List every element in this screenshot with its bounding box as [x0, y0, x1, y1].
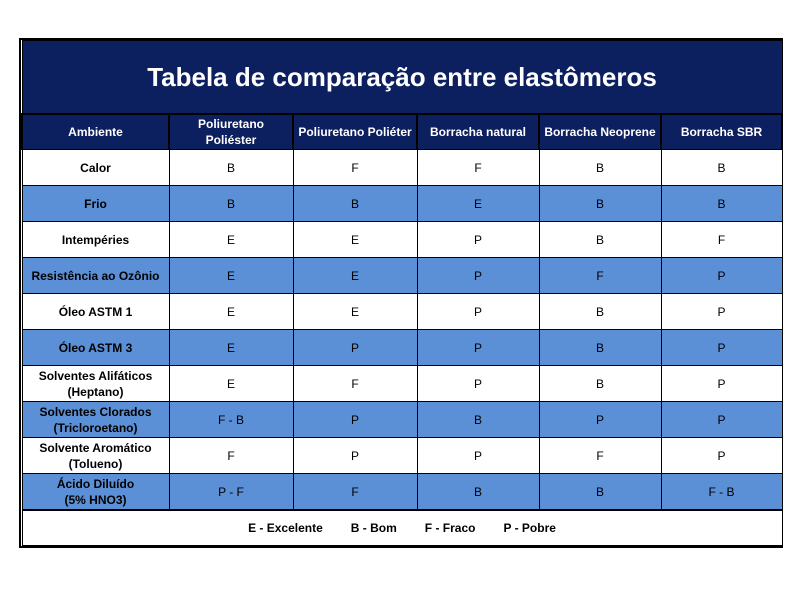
- rating-cell: P - F: [169, 474, 293, 511]
- rating-cell: P: [293, 330, 417, 366]
- environment-label: Ácido Diluído: [56, 476, 135, 491]
- column-header: [22, 114, 169, 150]
- rating-cell: B: [293, 186, 417, 222]
- rating-cell: F: [293, 474, 417, 511]
- environment-label: Frio: [84, 196, 107, 211]
- rating-cell: B: [169, 150, 293, 186]
- environment-sublabel: (Tolueno): [68, 456, 123, 471]
- rating-cell: P: [661, 438, 782, 474]
- legend-item: B - Bom: [350, 521, 397, 535]
- legend-item: P - Pobre: [503, 521, 556, 535]
- rating-cell: P: [661, 294, 782, 330]
- rating-cell: B: [169, 186, 293, 222]
- environment-label: Intempéries: [61, 232, 130, 247]
- environment-cell: [22, 258, 169, 294]
- rating-cell: P: [293, 438, 417, 474]
- table-row: [22, 294, 782, 330]
- column-header-label-line2: Poliéster: [205, 133, 257, 147]
- rating-cell: B: [539, 222, 661, 258]
- legend: [22, 510, 782, 546]
- environment-cell: [22, 294, 169, 330]
- rating-cell: B: [539, 294, 661, 330]
- column-header-label: Poliuretano: [197, 117, 264, 131]
- environment-sublabel: (5% HNO3): [64, 492, 127, 507]
- rating-cell: P: [417, 438, 539, 474]
- column-header: [293, 114, 417, 150]
- environment-cell: [22, 222, 169, 258]
- rating-cell: B: [661, 150, 782, 186]
- rating-cell: E: [169, 294, 293, 330]
- legend-item: F - Fraco: [424, 521, 476, 535]
- rating-cell: F - B: [169, 402, 293, 438]
- table-row: [22, 366, 782, 402]
- column-header-label: Ambiente: [68, 125, 123, 139]
- environment-sublabel: (Tricloroetano): [53, 420, 138, 435]
- elastomer-comparison-table: [21, 40, 783, 546]
- rating-cell: P: [417, 366, 539, 402]
- column-header: [417, 114, 539, 150]
- rating-cell: P: [417, 330, 539, 366]
- table-row: [22, 150, 782, 186]
- rating-cell: E: [293, 222, 417, 258]
- rating-cell: B: [539, 186, 661, 222]
- environment-cell: [22, 330, 169, 366]
- column-header-label: Poliuretano Poliéter: [298, 125, 412, 139]
- column-header: [169, 114, 293, 150]
- environment-cell: [22, 438, 169, 474]
- environment-cell: [22, 402, 169, 438]
- environment-cell: [22, 186, 169, 222]
- column-header-label: Borracha Neoprene: [544, 125, 656, 139]
- environment-label: Solventes Alifáticos: [38, 368, 153, 383]
- rating-cell: E: [169, 366, 293, 402]
- column-header: [539, 114, 661, 150]
- column-header-label: Borracha SBR: [680, 125, 763, 139]
- rating-cell: E: [169, 330, 293, 366]
- rating-cell: P: [661, 330, 782, 366]
- comparison-table-container: [19, 38, 783, 548]
- table-row: [22, 222, 782, 258]
- rating-cell: B: [539, 474, 661, 511]
- column-header-label: Borracha natural: [429, 125, 527, 139]
- rating-cell: F - B: [661, 474, 782, 511]
- table-row: [22, 186, 782, 222]
- rating-cell: F: [169, 438, 293, 474]
- environment-label: Óleo ASTM 1: [58, 304, 133, 319]
- environment-label: Solvente Aromático: [39, 440, 152, 455]
- rating-cell: F: [661, 222, 782, 258]
- table-row: [22, 330, 782, 366]
- table-row: [22, 474, 782, 511]
- rating-cell: E: [293, 294, 417, 330]
- table-title: Tabela de comparação entre elastômeros: [22, 41, 782, 115]
- rating-cell: B: [417, 474, 539, 511]
- rating-cell: P: [661, 366, 782, 402]
- rating-cell: E: [169, 258, 293, 294]
- environment-label: Calor: [80, 160, 111, 175]
- table-body: [22, 150, 782, 511]
- rating-cell: F: [417, 150, 539, 186]
- environment-cell: [22, 150, 169, 186]
- table-row: [22, 402, 782, 438]
- rating-cell: B: [539, 330, 661, 366]
- environment-sublabel: (Heptano): [67, 384, 124, 399]
- environment-cell: [22, 474, 169, 511]
- header-row: [22, 114, 782, 150]
- legend-item: E - Excelente: [248, 521, 323, 535]
- rating-cell: P: [417, 258, 539, 294]
- rating-cell: F: [539, 258, 661, 294]
- rating-cell: B: [661, 186, 782, 222]
- rating-cell: E: [169, 222, 293, 258]
- column-header: [661, 114, 782, 150]
- rating-cell: B: [539, 150, 661, 186]
- environment-label: Resistência ao Ozônio: [31, 268, 160, 283]
- rating-cell: P: [661, 402, 782, 438]
- rating-cell: P: [539, 402, 661, 438]
- environment-label: Solventes Clorados: [39, 404, 152, 419]
- rating-cell: P: [661, 258, 782, 294]
- table-row: [22, 438, 782, 474]
- rating-cell: P: [417, 222, 539, 258]
- environment-cell: [22, 366, 169, 402]
- environment-label: Óleo ASTM 3: [58, 340, 133, 355]
- rating-cell: P: [417, 294, 539, 330]
- table-row: [22, 258, 782, 294]
- rating-cell: B: [539, 366, 661, 402]
- rating-cell: B: [417, 402, 539, 438]
- rating-cell: F: [293, 366, 417, 402]
- rating-cell: F: [539, 438, 661, 474]
- rating-cell: E: [417, 186, 539, 222]
- rating-cell: F: [293, 150, 417, 186]
- rating-cell: P: [293, 402, 417, 438]
- rating-cell: E: [293, 258, 417, 294]
